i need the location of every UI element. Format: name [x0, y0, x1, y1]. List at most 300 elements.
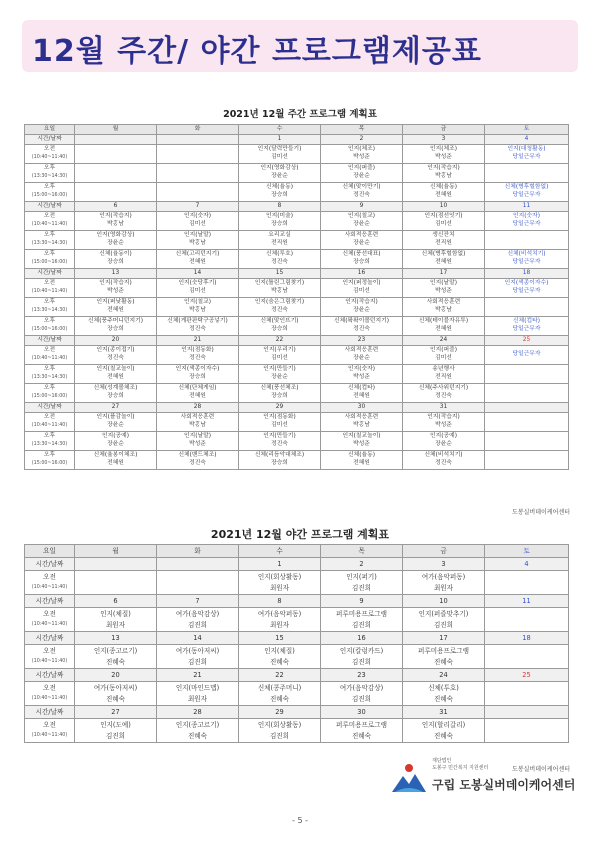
program-cell — [485, 413, 569, 432]
program-text: 김미선 — [189, 288, 206, 294]
program-text: 인지(체조) — [430, 146, 457, 153]
program-text: 김진희 — [433, 620, 454, 629]
program-text: 여가(동아저씨) — [93, 684, 138, 693]
time-range: (13:30~14:30) — [31, 442, 68, 447]
time-range: (13:30~14:30) — [31, 308, 68, 313]
date-cell: 6 — [75, 202, 157, 212]
weekday-header: 토 — [485, 545, 569, 558]
time-label-cell — [25, 298, 75, 317]
program-cell — [485, 279, 569, 298]
date-cell: 3 — [403, 558, 485, 571]
program-text: 박홍남 — [435, 173, 452, 179]
program-text: 정진숙 — [435, 393, 452, 399]
program-text: 인지(날말) — [184, 433, 211, 440]
logo-line2: 도봉구 민간복지 지원센터 — [432, 765, 489, 771]
program-text: 최원자 — [433, 583, 454, 592]
date-cell: 20 — [75, 336, 157, 346]
date-cell: 1 — [239, 558, 321, 571]
program-cell — [239, 608, 321, 632]
program-text: 신체(병후헐함없) — [421, 251, 466, 258]
program-cell — [239, 279, 321, 298]
date-cell: 6 — [75, 595, 157, 608]
program-cell — [321, 298, 403, 317]
program-cell — [157, 231, 239, 250]
date-cell: 15 — [239, 269, 321, 279]
program-text: 인지(도예) — [100, 721, 131, 730]
program-cell — [239, 432, 321, 451]
program-text: 사회적응훈련 — [426, 299, 461, 306]
time-label: 오전 — [43, 280, 56, 287]
program-cell — [485, 645, 569, 669]
program-text: 인지(숫자) — [184, 213, 211, 220]
program-text: 신체(단체게임) — [178, 385, 217, 392]
weekday-header: 월 — [75, 125, 157, 135]
date-cell: 21 — [157, 336, 239, 346]
program-text: 전혜원 — [435, 192, 452, 198]
program-cell — [75, 164, 157, 183]
program-text: 사회적응훈련 — [344, 347, 379, 354]
time-range: (15:00~16:00) — [31, 260, 68, 265]
program-text: 전직원 — [271, 240, 288, 246]
center-logo — [392, 754, 582, 810]
date-cell — [157, 558, 239, 571]
program-text: 인지(작습지) — [99, 213, 132, 220]
time-label: 오후 — [43, 165, 56, 172]
time-label-cell — [25, 212, 75, 231]
program-cell — [403, 384, 485, 403]
time-label: 오후 — [43, 385, 56, 392]
date-cell — [485, 706, 569, 719]
date-cell: 28 — [157, 706, 239, 719]
program-text: 최원자 — [269, 620, 290, 629]
date-cell: 16 — [321, 632, 403, 645]
program-text: 장윤순 — [353, 240, 370, 246]
time-label: 오후 — [43, 452, 56, 459]
date-cell: 22 — [239, 669, 321, 682]
program-cell — [75, 608, 157, 632]
program-text: 박성준 — [435, 422, 452, 428]
date-cell: 31 — [403, 706, 485, 719]
weekday-header: 토 — [485, 125, 569, 135]
page-number: - 5 - — [292, 816, 308, 825]
program-cell — [75, 250, 157, 269]
program-text: 정진숙 — [271, 259, 288, 265]
time-range: (10:40~11:40) — [31, 423, 68, 428]
time-label: 오전 — [43, 573, 56, 582]
program-text: 인지(색종이자수) — [175, 366, 220, 373]
program-text: 인지(마인드맵) — [175, 684, 220, 693]
program-text: 신체(율봉이체조) — [93, 452, 138, 459]
logo-line1: 재단법인 — [432, 758, 452, 764]
time-range: (10:40~11:40) — [31, 658, 68, 664]
program-cell — [75, 645, 157, 669]
program-text: 박성준 — [353, 154, 370, 160]
program-cell — [75, 451, 157, 470]
time-range: (13:30~14:30) — [31, 375, 68, 380]
time-range: (15:00~16:00) — [31, 461, 68, 466]
program-text: 인지(칠교) — [348, 213, 375, 220]
program-text: 인지(작습지) — [427, 414, 460, 421]
program-text: 신체(고리던지기) — [175, 251, 220, 258]
program-text: 김진희 — [351, 620, 372, 629]
time-label: 오전 — [43, 647, 56, 656]
program-cell — [485, 451, 569, 470]
program-text: 김미선 — [271, 154, 288, 160]
time-range: (10:40~11:40) — [31, 356, 68, 361]
program-cell — [157, 145, 239, 164]
program-text: 당일근무자 — [512, 192, 541, 198]
program-text: 신체(게판판탁구공넣기) — [167, 318, 228, 325]
program-text: 장윤순 — [107, 422, 124, 428]
date-label-cell: 시간/날짜 — [25, 403, 75, 413]
program-cell — [321, 413, 403, 432]
program-cell — [321, 279, 403, 298]
date-cell: 8 — [239, 202, 321, 212]
date-label-cell: 시간/날짜 — [25, 202, 75, 212]
program-text: 신체(율동) — [348, 452, 375, 459]
date-label-cell: 시간/날짜 — [25, 669, 75, 682]
banner-title: 12월 주간/ 야간 프로그램제공표 — [32, 34, 482, 69]
date-cell: 7 — [157, 595, 239, 608]
program-cell — [75, 413, 157, 432]
program-cell — [75, 231, 157, 250]
program-text: 김미선 — [353, 288, 370, 294]
program-text: 장승희 — [107, 259, 124, 265]
program-text: 박홍남 — [189, 422, 206, 428]
program-text: 인지(점동화) — [263, 414, 296, 421]
program-text: 인지(체질) — [264, 647, 295, 656]
mountain-logo-icon — [392, 762, 426, 796]
program-text: 박성준 — [107, 288, 124, 294]
date-cell: 2 — [321, 558, 403, 571]
program-cell — [403, 719, 485, 743]
program-cell — [485, 298, 569, 317]
program-cell — [321, 346, 403, 365]
program-text: 장승희 — [271, 221, 288, 227]
program-text: 진혜숙 — [105, 657, 126, 666]
time-label: 오후 — [43, 366, 56, 373]
program-text: 장윤순 — [353, 173, 370, 179]
weekday-header: 수 — [239, 545, 321, 558]
program-cell — [157, 682, 239, 706]
program-text: 인지(작습지) — [99, 280, 132, 287]
time-label: 오전 — [43, 684, 56, 693]
program-text: 퍼루미용프로그램 — [336, 721, 387, 730]
date-label-cell: 시간/날짜 — [25, 269, 75, 279]
time-label-cell — [25, 645, 75, 669]
date-cell: 18 — [485, 632, 569, 645]
date-cell: 10 — [403, 595, 485, 608]
program-text: 인지(공예) — [430, 433, 457, 440]
program-cell — [485, 183, 569, 202]
program-text: 신체(병후헐함없) — [504, 184, 549, 191]
program-text: 인지(숨은그림찾기) — [254, 299, 305, 306]
program-cell — [403, 279, 485, 298]
program-cell — [75, 365, 157, 384]
program-cell — [485, 145, 569, 164]
program-text: 인지(색종이자수) — [504, 280, 549, 287]
time-label-cell — [25, 451, 75, 470]
program-text: 신체(성계볼체조) — [93, 385, 138, 392]
time-range: (15:00~16:00) — [31, 327, 68, 332]
program-text: 박성준 — [353, 374, 370, 380]
program-text: 인지(대청활동) — [507, 146, 546, 153]
program-cell — [75, 719, 157, 743]
program-cell — [485, 317, 569, 336]
program-cell — [485, 571, 569, 595]
time-label-cell — [25, 432, 75, 451]
time-label: 오후 — [43, 318, 56, 325]
program-text: 신체(주사위던지기) — [418, 385, 469, 392]
program-text: 장승희 — [271, 393, 288, 399]
program-text: 인지(영화감상) — [96, 232, 135, 239]
program-text: 전혜원 — [107, 374, 124, 380]
program-text: 인지(영화감상) — [260, 165, 299, 172]
program-cell — [157, 317, 239, 336]
program-text: 사회적응훈련 — [180, 414, 215, 421]
program-text: 정진숙 — [107, 355, 124, 361]
program-text: 전혜원 — [435, 259, 452, 265]
program-cell — [485, 719, 569, 743]
date-cell: 27 — [75, 706, 157, 719]
program-text: 김미선 — [271, 422, 288, 428]
program-cell — [157, 413, 239, 432]
program-text: 박성준 — [353, 441, 370, 447]
program-cell — [403, 317, 485, 336]
program-text: 정진숙 — [271, 441, 288, 447]
date-cell: 25 — [485, 669, 569, 682]
program-text: 여가(동아저씨) — [175, 647, 220, 656]
program-text: 신체(퐉퐉이볼던지기) — [334, 318, 389, 325]
program-cell — [239, 571, 321, 595]
program-cell — [321, 645, 403, 669]
time-label-cell — [25, 279, 75, 298]
program-cell — [75, 571, 157, 595]
program-text: 전혜원 — [353, 460, 370, 466]
weekday-header: 요일 — [25, 545, 75, 558]
time-label: 오전 — [43, 213, 56, 220]
program-cell — [239, 183, 321, 202]
program-text: 퍼루미용프로그램 — [336, 610, 387, 619]
program-text: 신체(밴드체조) — [178, 452, 217, 459]
program-text: 인지(퍼즐) — [430, 347, 457, 354]
program-cell — [239, 682, 321, 706]
program-text: 여가(음악감상) — [339, 684, 384, 693]
program-text: 인지(칼렁카드) — [339, 647, 384, 656]
program-text: 박성준 — [435, 154, 452, 160]
program-text: 진혜숙 — [433, 731, 454, 740]
program-text: 장승희 — [271, 326, 288, 332]
date-cell: 24 — [403, 669, 485, 682]
date-cell: 28 — [157, 403, 239, 413]
program-text: 진혜숙 — [269, 657, 290, 666]
time-label-cell — [25, 413, 75, 432]
date-cell: 13 — [75, 632, 157, 645]
program-text: 인지(칠교) — [184, 299, 211, 306]
program-text: 인지(만들기) — [263, 433, 296, 440]
program-text: 김진희 — [187, 657, 208, 666]
date-cell: 11 — [485, 595, 569, 608]
date-cell: 23 — [321, 336, 403, 346]
program-cell — [485, 346, 569, 365]
program-text: 신체(테이블자유투) — [418, 318, 469, 325]
weekday-header: 목 — [321, 545, 403, 558]
program-text: 전혜원 — [107, 460, 124, 466]
night-schedule-table — [24, 544, 569, 743]
program-text: 인지(낱말) — [430, 280, 457, 287]
program-text: 인지(숫자) — [348, 366, 375, 373]
program-text: 박홍남 — [189, 240, 206, 246]
program-text: 장윤순 — [271, 173, 288, 179]
program-cell — [157, 719, 239, 743]
program-text: 김진희 — [269, 731, 290, 740]
program-text: 당일근무자 — [512, 221, 541, 227]
program-cell — [75, 298, 157, 317]
night-table-title: 2021년 12월 야간 프로그램 계획표 — [210, 528, 390, 541]
program-text: 당일근무자 — [512, 326, 541, 332]
program-text: 신체(율동이) — [99, 251, 132, 258]
program-cell — [157, 183, 239, 202]
time-label-cell — [25, 682, 75, 706]
program-text: 정진숙 — [189, 326, 206, 332]
program-text: 인지(날말) — [184, 232, 211, 239]
program-text: 전혜원 — [107, 307, 124, 313]
program-text: 인지(할리갈리) — [421, 721, 466, 730]
program-cell — [403, 145, 485, 164]
program-cell — [403, 231, 485, 250]
program-cell — [157, 432, 239, 451]
program-cell — [321, 250, 403, 269]
program-text: 정진숙 — [271, 307, 288, 313]
program-text: 인지(퍼즐) — [348, 165, 375, 172]
time-label-cell — [25, 231, 75, 250]
program-text: 전혜원 — [189, 259, 206, 265]
time-range: (10:40~11:40) — [31, 155, 68, 160]
program-text: 박홍남 — [353, 422, 370, 428]
program-text: 신체(풍선대표) — [342, 251, 381, 258]
program-cell — [321, 451, 403, 470]
program-text: 진혜숙 — [105, 694, 126, 703]
program-cell — [485, 212, 569, 231]
program-text: 신체(리듬악대체조) — [254, 452, 305, 459]
program-cell — [157, 608, 239, 632]
program-text: 신체(비석치기) — [424, 452, 463, 459]
program-cell — [403, 346, 485, 365]
program-cell — [485, 682, 569, 706]
program-text: 박홍남 — [107, 221, 124, 227]
program-cell — [403, 645, 485, 669]
program-cell — [403, 164, 485, 183]
time-label-cell — [25, 346, 75, 365]
program-text: 인지(체조) — [348, 146, 375, 153]
time-label-cell — [25, 145, 75, 164]
program-cell — [75, 384, 157, 403]
program-cell — [157, 365, 239, 384]
program-text: 생신잔치 — [432, 232, 455, 239]
program-text: 인지(종이접기) — [96, 347, 135, 354]
program-text: 진혜숙 — [187, 731, 208, 740]
program-text: 인지(퍼기) — [346, 573, 377, 582]
logo-name: 구립 도봉실버데이케어센터 — [432, 778, 576, 792]
program-cell — [321, 231, 403, 250]
date-label-cell: 시간/날짜 — [25, 595, 75, 608]
date-cell: 10 — [403, 202, 485, 212]
program-text: 인지(공예) — [102, 433, 129, 440]
program-cell — [403, 365, 485, 384]
program-text: 정진숙 — [189, 355, 206, 361]
program-text: 신체(콩주머니) — [257, 684, 302, 693]
program-cell — [321, 432, 403, 451]
time-range: (15:00~16:00) — [31, 193, 68, 198]
program-text: 장승희 — [271, 460, 288, 466]
time-label-cell — [25, 571, 75, 595]
program-text: 사회적응훈련 — [344, 232, 379, 239]
program-cell — [485, 608, 569, 632]
time-label: 오전 — [43, 146, 56, 153]
date-cell: 15 — [239, 632, 321, 645]
date-cell: 31 — [403, 403, 485, 413]
program-cell — [403, 571, 485, 595]
program-text: 신체(풍주머니던지기) — [88, 318, 143, 325]
program-text: 인지(칠교놀이) — [96, 366, 135, 373]
program-text: 신체(율동) — [266, 184, 293, 191]
program-cell — [75, 346, 157, 365]
program-text: 인지(숫자) — [513, 213, 540, 220]
date-cell: 13 — [75, 269, 157, 279]
program-cell — [239, 365, 321, 384]
date-cell — [157, 135, 239, 145]
program-text: 박홍남 — [189, 307, 206, 313]
program-text: 인지(체질) — [100, 610, 131, 619]
program-cell — [75, 279, 157, 298]
program-text: 인지(작습지) — [345, 299, 378, 306]
time-label: 오후 — [43, 299, 56, 306]
program-text: 전혜원 — [353, 393, 370, 399]
program-cell — [485, 432, 569, 451]
date-cell: 16 — [321, 269, 403, 279]
program-text: 인지(우리기) — [263, 347, 296, 354]
program-cell — [485, 365, 569, 384]
program-text: 전직원 — [435, 374, 452, 380]
program-cell — [239, 145, 321, 164]
date-cell: 29 — [239, 403, 321, 413]
program-cell — [321, 164, 403, 183]
program-text: 장윤순 — [353, 355, 370, 361]
time-label: 오전 — [43, 414, 56, 421]
program-cell — [321, 317, 403, 336]
date-cell: 14 — [157, 632, 239, 645]
program-text: 김진희 — [351, 694, 372, 703]
program-text: 최원자 — [269, 583, 290, 592]
program-cell — [157, 164, 239, 183]
program-cell — [403, 451, 485, 470]
program-text: 김진희 — [351, 583, 372, 592]
program-cell — [157, 451, 239, 470]
program-text: 장승희 — [271, 192, 288, 198]
program-text: 김미선 — [189, 221, 206, 227]
time-range: (10:40~11:40) — [31, 289, 68, 294]
date-cell — [75, 558, 157, 571]
program-cell — [157, 250, 239, 269]
date-cell: 24 — [403, 336, 485, 346]
program-text: 박성준 — [189, 441, 206, 447]
program-cell — [239, 164, 321, 183]
date-cell: 27 — [75, 403, 157, 413]
program-text: 인지(퍼낮활동) — [96, 299, 135, 306]
program-text: 당일근무자 — [512, 351, 541, 358]
program-cell — [321, 212, 403, 231]
program-text: 정진숙 — [435, 460, 452, 466]
